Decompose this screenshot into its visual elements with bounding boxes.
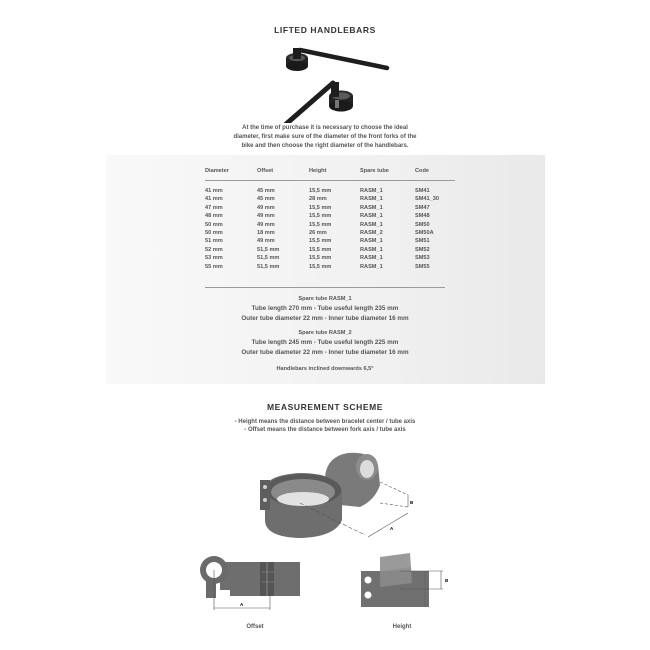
inclination-note xyxy=(0,365,650,374)
spare-tube-heading: Spare tube RASM_1 xyxy=(298,296,352,302)
cell-height: 15,5 mm xyxy=(309,246,332,253)
dim-label-a: A xyxy=(390,526,394,531)
cell-offset: 18 mm xyxy=(257,230,275,237)
cell-offset: 51,5 mm xyxy=(257,246,280,253)
table-header-row xyxy=(205,168,455,181)
table-row xyxy=(205,212,455,220)
cell-code: SM41_30 xyxy=(415,196,439,203)
cell-offset: 51,5 mm xyxy=(257,255,280,262)
table-row xyxy=(205,181,455,196)
table-row xyxy=(205,246,455,254)
cell-height: 26 mm xyxy=(309,230,327,237)
cell-diameter: 47 mm xyxy=(205,204,223,211)
intro-line-2: diameter, first make sure of the diameter of the front forks of the xyxy=(233,134,417,140)
col-code: Code xyxy=(415,168,455,181)
offset-note: - Offset means the distance between fork axis / tube axis xyxy=(244,427,406,433)
specs-table xyxy=(205,168,455,271)
cell-code: SM51 xyxy=(415,238,430,245)
cell-code: SM48 xyxy=(415,213,430,220)
table-row xyxy=(205,263,455,271)
col-diameter: Diameter xyxy=(205,168,257,181)
intro-text xyxy=(150,124,500,151)
cell-offset: 45 mm xyxy=(257,188,275,194)
col-spare-tube: Spare tube xyxy=(360,168,415,181)
cell-diameter: 55 mm xyxy=(205,263,223,270)
clamp-isometric-diagram xyxy=(240,445,420,545)
height-diagram xyxy=(355,553,455,613)
cell-spare-tube: RASM_1 xyxy=(360,246,383,253)
cell-height: 15,5 mm xyxy=(309,204,332,211)
table-row xyxy=(205,195,455,203)
cell-diameter: 48 mm xyxy=(205,213,223,220)
cell-code: SM50 xyxy=(415,221,430,228)
cell-offset: 45 mm xyxy=(257,196,275,203)
cell-diameter: 41 mm xyxy=(205,188,223,194)
table-row xyxy=(205,254,455,262)
cell-code: SM41 xyxy=(415,188,430,194)
cell-diameter: 50 mm xyxy=(205,221,223,228)
table-row xyxy=(205,204,455,212)
col-height: Height xyxy=(309,168,360,181)
cell-diameter: 41 mm xyxy=(205,196,223,203)
cell-spare-tube: RASM_1 xyxy=(360,204,383,211)
cell-spare-tube: RASM_1 xyxy=(360,238,383,245)
cell-spare-tube: RASM_1 xyxy=(360,213,383,220)
measurement-title: MEASUREMENT SCHEME xyxy=(266,402,384,412)
cell-spare-tube: RASM_2 xyxy=(360,230,383,237)
spare-tube-heading: Spare tube RASM_2 xyxy=(298,330,352,336)
spare-tube-rasm2 xyxy=(0,329,650,358)
handlebars-product-photo xyxy=(255,38,395,123)
spare-tube-rasm1 xyxy=(0,295,650,324)
spare-tube-diameter: Outer tube diameter 22 mm - Inner tube diameter 16 mm xyxy=(241,349,409,356)
cell-code: SM50A xyxy=(415,230,434,237)
cell-diameter: 50 mm xyxy=(205,230,223,237)
cell-code: SM53 xyxy=(415,255,430,262)
table-row xyxy=(205,237,455,245)
cell-offset: 49 mm xyxy=(257,213,275,220)
spare-tube-length: Tube length 270 mm - Tube useful length 235 mm xyxy=(251,305,399,312)
cell-spare-tube: RASM_1 xyxy=(360,255,383,262)
cell-code: SM55 xyxy=(415,263,430,270)
page-title: LIFTED HANDLEBARS xyxy=(274,25,376,35)
col-offset: Offset xyxy=(257,168,309,181)
cell-diameter: 51 mm xyxy=(205,238,223,245)
table-bottom-divider xyxy=(205,287,445,288)
cell-spare-tube: RASM_1 xyxy=(360,263,383,270)
height-note: - Height means the distance between bracelet center / tube axis xyxy=(234,419,416,425)
cell-height: 15,5 mm xyxy=(309,221,332,228)
height-caption: Height xyxy=(392,624,412,630)
offset-diagram xyxy=(200,550,310,615)
dim-label-b: B xyxy=(410,500,414,505)
inclination-text: Handlebars inclined downwards 6,5° xyxy=(276,366,374,372)
cell-code: SM52 xyxy=(415,246,430,253)
cell-height: 15,5 mm xyxy=(309,238,332,245)
measurement-notes xyxy=(150,418,500,434)
cell-offset: 51,5 mm xyxy=(257,263,280,270)
intro-line-3: bike and then choose the right diameter of the handlebars. xyxy=(241,143,409,149)
cell-height: 15,5 mm xyxy=(309,255,332,262)
table-row xyxy=(205,229,455,237)
cell-height: 15,5 mm xyxy=(309,213,332,220)
intro-line-1: At the time of purchase it is necessary to choose the ideal xyxy=(242,125,408,131)
offset-caption: Offset xyxy=(246,624,264,630)
cell-height: 15,5 mm xyxy=(309,263,332,270)
cell-spare-tube: RASM_1 xyxy=(360,196,383,203)
cell-spare-tube: RASM_1 xyxy=(360,221,383,228)
table-row xyxy=(205,221,455,229)
cell-offset: 49 mm xyxy=(257,238,275,245)
cell-offset: 49 mm xyxy=(257,221,275,228)
height-dim-label-b: B xyxy=(445,578,449,583)
cell-diameter: 52 mm xyxy=(205,246,223,253)
cell-spare-tube: RASM_1 xyxy=(360,188,383,194)
cell-diameter: 53 mm xyxy=(205,255,223,262)
cell-offset: 49 mm xyxy=(257,204,275,211)
offset-dim-label-a: A xyxy=(240,602,244,607)
cell-height: 28 mm xyxy=(309,196,327,203)
spare-tube-diameter: Outer tube diameter 22 mm - Inner tube diameter 16 mm xyxy=(241,315,409,322)
cell-code: SM47 xyxy=(415,204,430,211)
spare-tube-length: Tube length 245 mm - Tube useful length 225 mm xyxy=(251,339,399,346)
cell-height: 15,5 mm xyxy=(309,188,332,194)
